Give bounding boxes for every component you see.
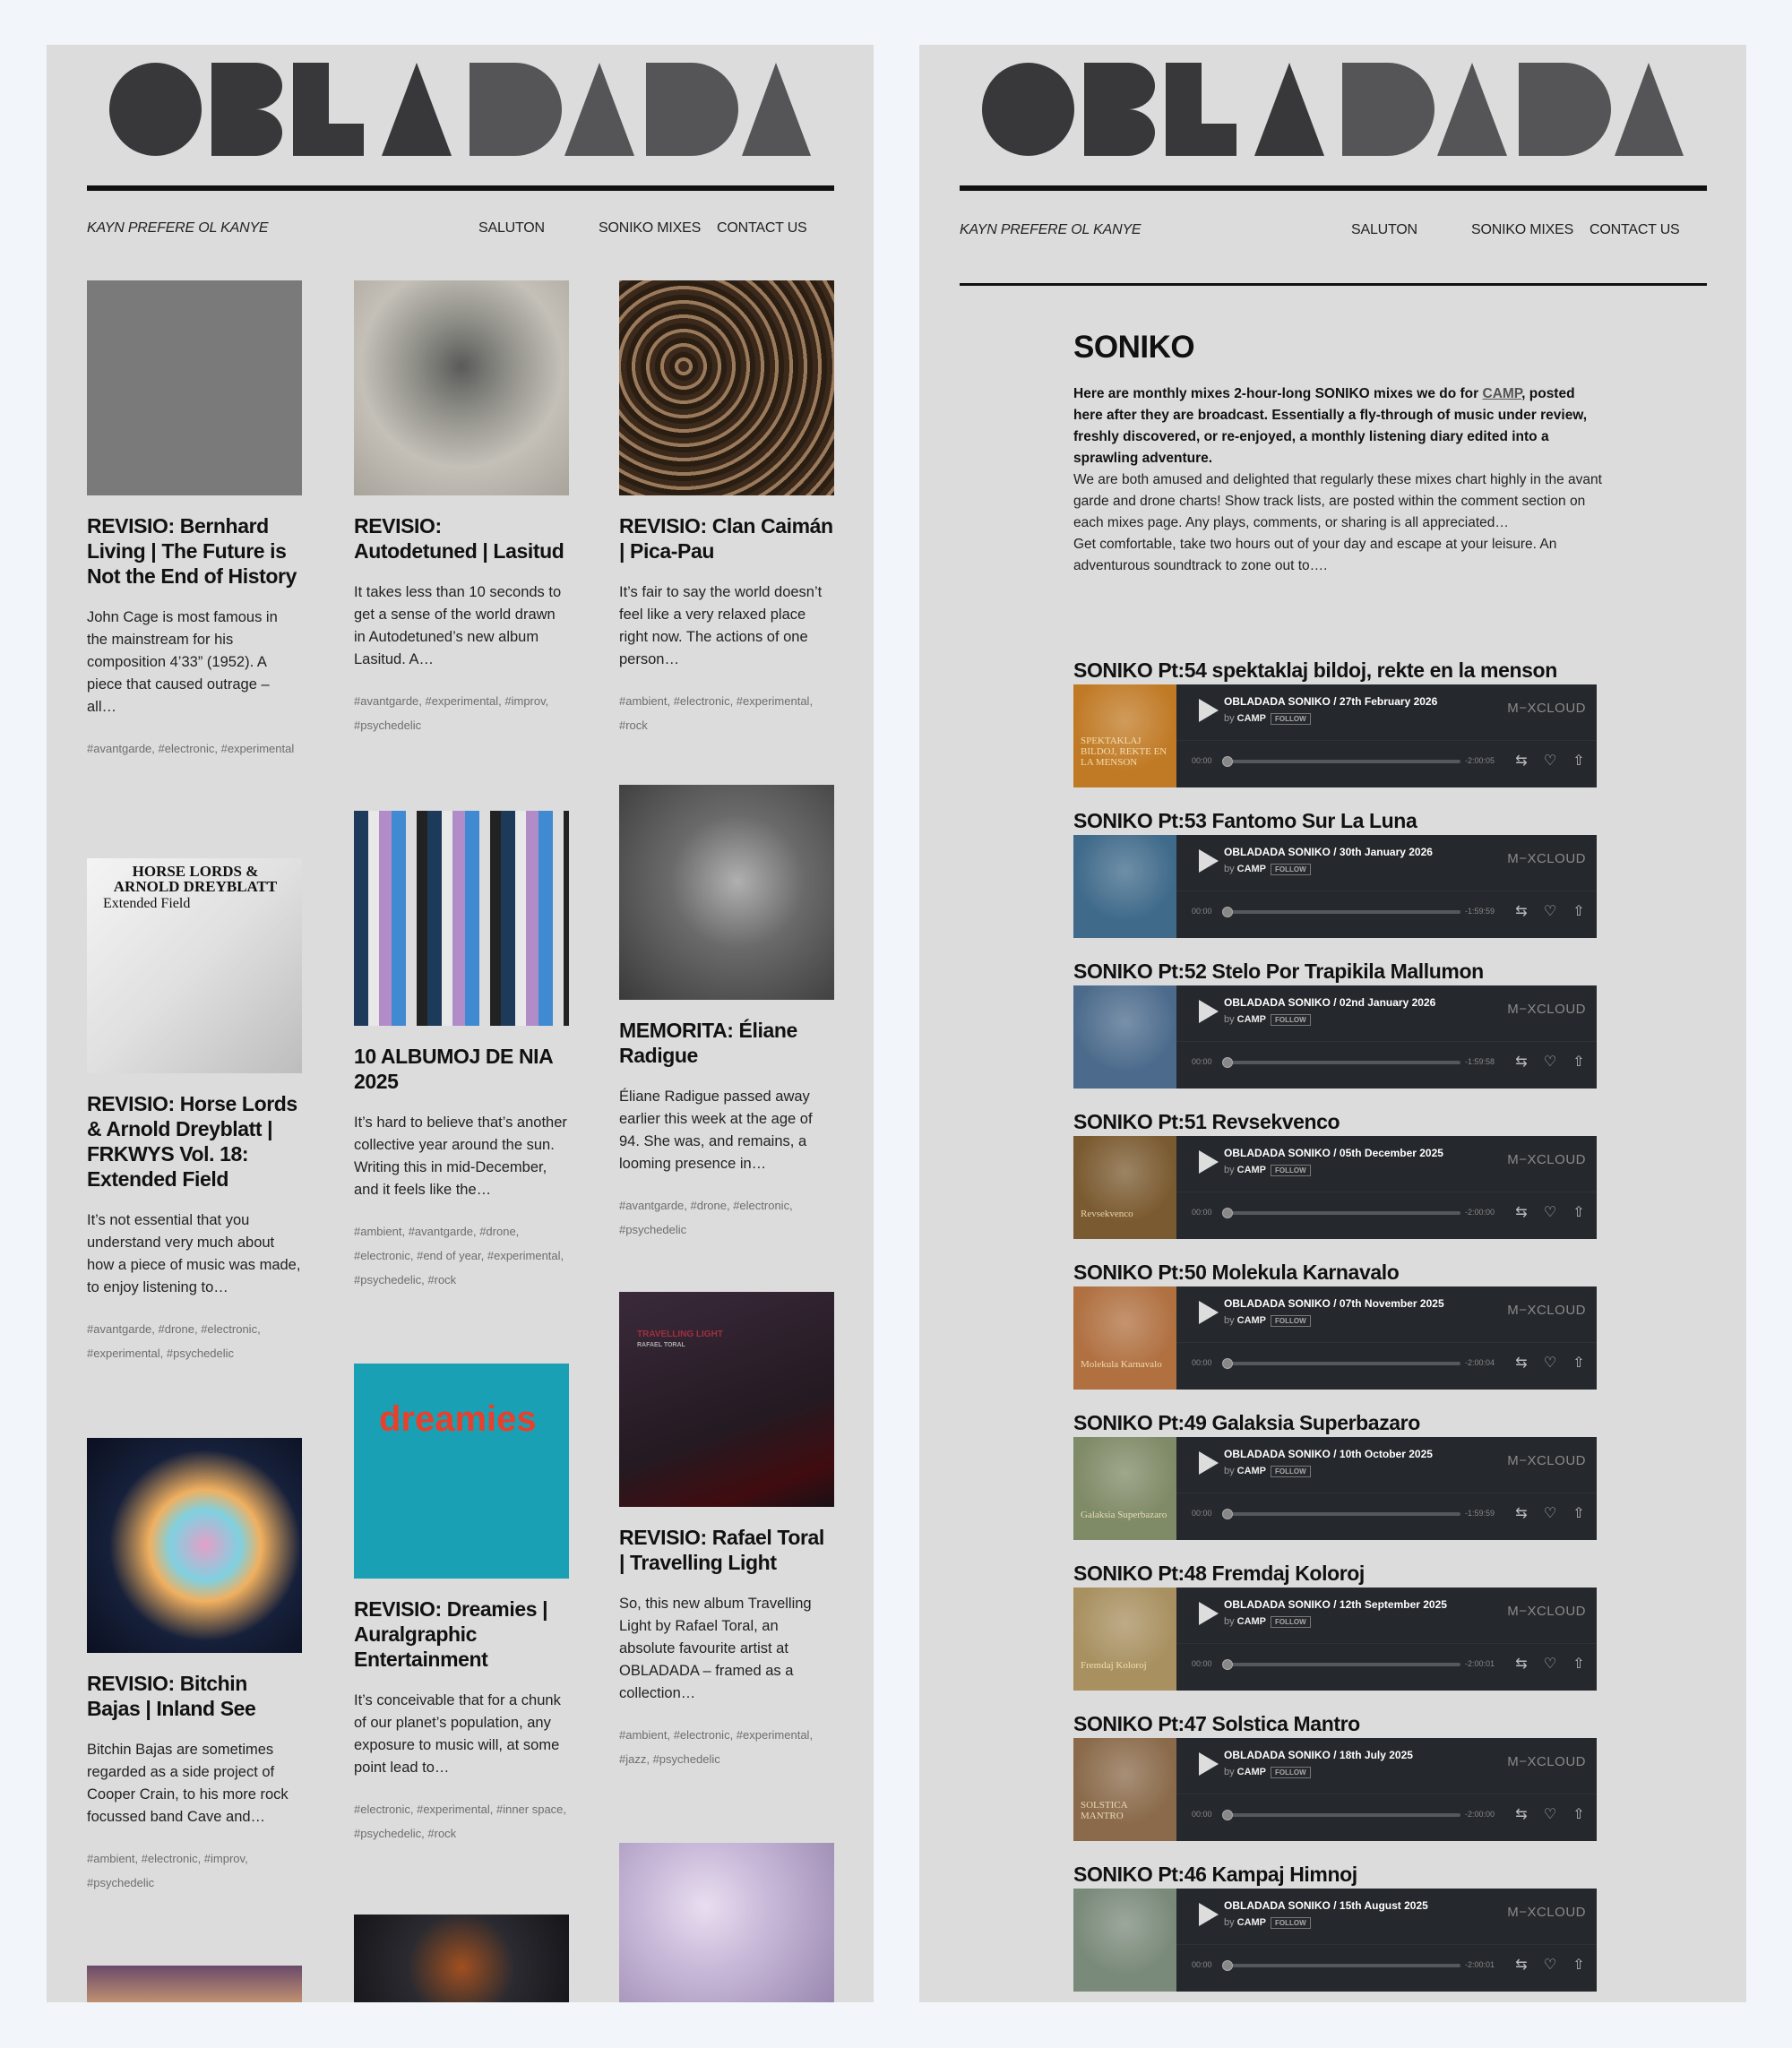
- mixcloud-player: [1073, 1738, 1597, 1841]
- artist-link[interactable]: CAMP: [1236, 1466, 1267, 1476]
- intro-text: [1073, 383, 1602, 577]
- player-divider: [1176, 1643, 1597, 1644]
- player-divider: [1176, 1342, 1597, 1343]
- elapsed-time: 00:00: [1192, 907, 1212, 916]
- blog-index-page: [47, 45, 874, 2002]
- play-button[interactable]: [1199, 699, 1219, 722]
- show-title[interactable]: OBLADADA SONIKO / 07th November 2025: [1224, 1297, 1444, 1310]
- progress-handle[interactable]: [1222, 1208, 1233, 1218]
- artist-link[interactable]: CAMP: [1236, 864, 1267, 874]
- nav-soniko-mixes[interactable]: SONIKO MIXES: [1471, 222, 1574, 237]
- player-divider: [1176, 740, 1597, 741]
- blog-post: [87, 1438, 302, 1895]
- show-byline: [1224, 1165, 1311, 1176]
- show-title[interactable]: OBLADADA SONIKO / 15th August 2025: [1224, 1899, 1428, 1912]
- post-excerpt: John Cage is most famous in the mainstream for his composition 4’33” (1952). A piece that caused outrage – all…: [87, 609, 278, 715]
- repost-icon[interactable]: ⇆: [1515, 1205, 1528, 1220]
- nav-contact-us[interactable]: CONTACT US: [1590, 222, 1680, 237]
- post-title[interactable]: REVISIO: Rafael Toral | Travelling Light: [619, 1526, 824, 1574]
- post-excerpt: It’s not essential that you understand very much about how a piece of music was made, to enjoy listening to…: [87, 1212, 301, 1295]
- header-rule: [960, 185, 1707, 191]
- blog-post: [354, 811, 569, 1292]
- post-thumbnail[interactable]: [87, 280, 302, 495]
- post-excerpt: It’s fair to say the world doesn’t feel like a very relaxed place right now. The actions of one person…: [619, 584, 823, 667]
- mixcloud-player: [1073, 684, 1597, 787]
- heart-icon[interactable]: ♡: [1543, 1656, 1557, 1672]
- mix-title[interactable]: SONIKO Pt:51 Revsekvenco: [1073, 1110, 1340, 1133]
- follow-button[interactable]: FOLLOW: [1271, 1014, 1311, 1026]
- repost-icon[interactable]: ⇆: [1515, 1054, 1528, 1070]
- blog-post: [354, 1915, 569, 2002]
- blog-post: [354, 280, 569, 737]
- progress-bar[interactable]: [1226, 1362, 1460, 1365]
- heart-icon[interactable]: ♡: [1543, 1807, 1557, 1822]
- progress-bar[interactable]: [1226, 1061, 1460, 1064]
- mix-artwork[interactable]: [1073, 1286, 1176, 1390]
- artist-link[interactable]: CAMP: [1236, 1767, 1267, 1777]
- blog-post: [87, 1966, 302, 2002]
- post-thumbnail[interactable]: [354, 811, 569, 1026]
- post-tags[interactable]: #avantgarde, #drone, #electronic, #experimental, #psychedelic: [87, 1322, 261, 1360]
- artist-link[interactable]: CAMP: [1236, 1616, 1267, 1627]
- remaining-time: -2:00:05: [1465, 756, 1495, 765]
- post-excerpt: It takes less than 10 seconds to get a sense of the world drawn in Autodetuned’s new album Lasitud. A…: [354, 584, 562, 667]
- post-title[interactable]: REVISIO: Bitchin Bajas | Inland See: [87, 1672, 256, 1720]
- show-byline: [1224, 1917, 1311, 1929]
- by-label: by: [1224, 1466, 1235, 1476]
- mix-title[interactable]: SONIKO Pt:52 Stelo Por Trapikila Mallumon: [1073, 959, 1484, 983]
- play-button[interactable]: [1199, 1000, 1219, 1023]
- post-tags[interactable]: #ambient, #electronic, #experimental, #rock: [619, 694, 814, 732]
- mix-artwork[interactable]: [1073, 835, 1176, 938]
- progress-handle[interactable]: [1222, 1659, 1233, 1670]
- show-byline: [1224, 713, 1311, 725]
- post-title[interactable]: REVISIO: Autodetuned | Lasitud: [354, 514, 564, 563]
- repost-icon[interactable]: ⇆: [1515, 1656, 1528, 1672]
- share-icon[interactable]: ⇧: [1572, 1656, 1585, 1672]
- mix-artwork[interactable]: [1073, 985, 1176, 1089]
- mix-title[interactable]: SONIKO Pt:50 Molekula Karnavalo: [1073, 1261, 1400, 1284]
- nav-saluton[interactable]: SALUTON: [478, 220, 545, 236]
- site-tagline[interactable]: KAYN PREFERE OL KANYE: [960, 222, 1142, 237]
- post-title[interactable]: MEMORITA: Éliane Radigue: [619, 1019, 797, 1067]
- remaining-time: -2:00:01: [1465, 1960, 1495, 1969]
- intro-paragraph-2: We are both amused and delighted that regularly these mixes chart highly in the avant garde and drone charts! Show track lists, are posted within the comment section on each mixes page. Any plays, comments, or sharing is all appreciated…: [1073, 472, 1602, 530]
- cover-title: dreamies: [379, 1399, 537, 1439]
- repost-icon[interactable]: ⇆: [1515, 1506, 1528, 1521]
- progress-bar[interactable]: [1226, 760, 1460, 763]
- post-thumbnail[interactable]: [619, 1292, 834, 1507]
- post-tags[interactable]: #electronic, #experimental, #inner space, #psychedelic, #rock: [354, 1803, 567, 1840]
- post-tags[interactable]: #avantgarde, #drone, #electronic, #psychedelic: [619, 1199, 793, 1236]
- mixcloud-logo[interactable]: M−XCLOUD: [1507, 1152, 1586, 1167]
- intro-bold-text: Here are monthly mixes 2-hour-long SONIKO mixes we do for: [1073, 386, 1483, 401]
- show-byline: [1224, 1616, 1311, 1628]
- artist-link[interactable]: CAMP: [1236, 1917, 1267, 1928]
- mixcloud-player: [1073, 1889, 1597, 1992]
- blog-post: [87, 280, 302, 761]
- mixcloud-logo[interactable]: M−XCLOUD: [1507, 1303, 1586, 1318]
- play-button[interactable]: [1199, 1150, 1219, 1174]
- progress-bar[interactable]: [1226, 1964, 1460, 1967]
- show-byline: [1224, 864, 1311, 875]
- by-label: by: [1224, 864, 1235, 874]
- mix-artwork[interactable]: [1073, 1588, 1176, 1691]
- post-thumbnail[interactable]: [354, 1364, 569, 1579]
- artwork-text: SOLSTICA MANTRO: [1081, 1800, 1127, 1821]
- follow-button[interactable]: FOLLOW: [1271, 1917, 1311, 1929]
- artist-link[interactable]: CAMP: [1236, 1165, 1267, 1175]
- blog-post: [87, 858, 302, 1365]
- artwork-text: Revsekvenco: [1081, 1209, 1133, 1219]
- post-thumbnail[interactable]: [354, 1915, 569, 2002]
- mix-title[interactable]: SONIKO Pt:46 Kampaj Himnoj: [1073, 1863, 1357, 1886]
- post-title[interactable]: REVISIO: Horse Lords & Arnold Dreyblatt | FRKWYS Vol. 18: Extended Field: [87, 1092, 297, 1191]
- show-title[interactable]: OBLADADA SONIKO / 30th January 2026: [1224, 846, 1433, 858]
- share-icon[interactable]: ⇧: [1572, 1506, 1585, 1521]
- post-title[interactable]: 10 ALBUMOJ DE NIA 2025: [354, 1045, 553, 1093]
- post-excerpt: Éliane Radigue passed away earlier this week at the age of 94. She was, and remains, a looming presence in…: [619, 1089, 813, 1172]
- artwork-text: Fremdaj Koloroj: [1081, 1660, 1147, 1671]
- repost-icon[interactable]: ⇆: [1515, 1355, 1528, 1371]
- share-icon[interactable]: ⇧: [1572, 1205, 1585, 1220]
- post-title[interactable]: REVISIO: Clan Caimán | Pica-Pau: [619, 514, 833, 563]
- mix-artwork[interactable]: [1073, 1136, 1176, 1239]
- post-excerpt: Bitchin Bajas are sometimes regarded as a side project of Cooper Crain, to his more rock focussed band Cave and…: [87, 1742, 289, 1825]
- nav-saluton[interactable]: SALUTON: [1351, 222, 1417, 237]
- obladada-logo[interactable]: [982, 63, 1684, 156]
- elapsed-time: 00:00: [1192, 1208, 1212, 1217]
- obladada-logo[interactable]: [109, 63, 811, 156]
- heart-icon[interactable]: ♡: [1543, 904, 1557, 919]
- mixcloud-player: [1073, 1136, 1597, 1239]
- page-title: SONIKO: [1073, 330, 1195, 365]
- repost-icon[interactable]: ⇆: [1515, 904, 1528, 919]
- show-title[interactable]: OBLADADA SONIKO / 12th September 2025: [1224, 1598, 1447, 1611]
- heart-icon[interactable]: ♡: [1543, 1054, 1557, 1070]
- play-button[interactable]: [1199, 1451, 1219, 1475]
- play-button[interactable]: [1199, 1301, 1219, 1324]
- show-byline: [1224, 1767, 1311, 1778]
- mixcloud-logo[interactable]: M−XCLOUD: [1507, 851, 1586, 866]
- artwork-text: Galaksia Superbazaro: [1081, 1510, 1167, 1520]
- show-title[interactable]: OBLADADA SONIKO / 27th February 2026: [1224, 695, 1438, 708]
- share-icon[interactable]: ⇧: [1572, 1054, 1585, 1070]
- progress-handle[interactable]: [1222, 1810, 1233, 1820]
- post-title[interactable]: REVISIO: Dreamies | Auralgraphic Entertainment: [354, 1597, 548, 1671]
- remaining-time: -2:00:04: [1465, 1358, 1495, 1367]
- share-icon[interactable]: ⇧: [1572, 1807, 1585, 1822]
- mix-title[interactable]: SONIKO Pt:53 Fantomo Sur La Luna: [1073, 809, 1417, 832]
- show-title[interactable]: OBLADADA SONIKO / 02nd January 2026: [1224, 996, 1436, 1009]
- post-tags[interactable]: #avantgarde, #electronic, #experimental: [87, 742, 295, 755]
- mixcloud-logo[interactable]: M−XCLOUD: [1507, 1453, 1586, 1468]
- post-thumbnail[interactable]: [354, 280, 569, 495]
- show-title[interactable]: OBLADADA SONIKO / 05th December 2025: [1224, 1147, 1443, 1159]
- elapsed-time: 00:00: [1192, 756, 1212, 765]
- mixcloud-player: [1073, 835, 1597, 938]
- artwork-text: Molekula Karnavalo: [1081, 1359, 1162, 1370]
- follow-button[interactable]: FOLLOW: [1271, 864, 1311, 875]
- post-excerpt: It’s conceivable that for a chunk of our planet’s population, any exposure to music will, at some point lead to…: [354, 1692, 561, 1776]
- progress-bar[interactable]: [1226, 1211, 1460, 1215]
- follow-button[interactable]: FOLLOW: [1271, 713, 1311, 725]
- progress-bar[interactable]: [1226, 1663, 1460, 1666]
- by-label: by: [1224, 1917, 1235, 1928]
- remaining-time: -1:59:59: [1465, 1509, 1495, 1518]
- site-tagline[interactable]: KAYN PREFERE OL KANYE: [87, 220, 269, 236]
- mix-title[interactable]: SONIKO Pt:48 Fremdaj Koloroj: [1073, 1562, 1365, 1585]
- by-label: by: [1224, 1616, 1235, 1627]
- cover-title: HORSE LORDS & ARNOLD DREYBLATT: [113, 863, 278, 895]
- post-excerpt: It’s hard to believe that’s another collective year around the sun. Writing this in mid-December, and it feels like the…: [354, 1114, 567, 1198]
- post-thumbnail[interactable]: [619, 280, 834, 495]
- elapsed-time: 00:00: [1192, 1509, 1212, 1518]
- soniko-page: [919, 45, 1746, 2002]
- artist-link[interactable]: CAMP: [1236, 1315, 1267, 1326]
- blog-post: [619, 1292, 834, 1771]
- progress-handle[interactable]: [1222, 756, 1233, 767]
- show-title[interactable]: OBLADADA SONIKO / 10th October 2025: [1224, 1448, 1433, 1460]
- heart-icon[interactable]: ♡: [1543, 1355, 1557, 1371]
- nav-divider: [960, 283, 1707, 286]
- by-label: by: [1224, 713, 1235, 724]
- by-label: by: [1224, 1165, 1235, 1175]
- show-byline: [1224, 1466, 1311, 1477]
- share-icon[interactable]: ⇧: [1572, 1958, 1585, 1973]
- mixcloud-player: [1073, 1588, 1597, 1691]
- nav-soniko-mixes[interactable]: SONIKO MIXES: [599, 220, 702, 236]
- intro-bold-text-2: , posted here after they are broadcast. Essentially a fly-through of music under review, freshly discovered, or re-enjoyed, a monthly listening diary edited into a sprawling adventure.: [1073, 386, 1588, 466]
- heart-icon[interactable]: ♡: [1543, 1506, 1557, 1521]
- repost-icon[interactable]: ⇆: [1515, 1807, 1528, 1822]
- follow-button[interactable]: FOLLOW: [1271, 1165, 1311, 1176]
- follow-button[interactable]: FOLLOW: [1271, 1466, 1311, 1477]
- post-title[interactable]: REVISIO: Bernhard Living | The Future is Not the End of History: [87, 514, 297, 588]
- progress-bar[interactable]: [1226, 1813, 1460, 1817]
- progress-handle[interactable]: [1222, 1509, 1233, 1519]
- heart-icon[interactable]: ♡: [1543, 753, 1557, 769]
- cover-subtitle: Extended Field: [103, 896, 191, 911]
- header-rule: [87, 185, 834, 191]
- progress-handle[interactable]: [1222, 1358, 1233, 1369]
- post-tags[interactable]: #ambient, #electronic, #experimental, #jazz, #psychedelic: [619, 1728, 814, 1766]
- by-label: by: [1224, 1014, 1235, 1025]
- post-thumbnail[interactable]: [87, 1438, 302, 1653]
- cover-subtitle: RAFAEL TORAL: [637, 1342, 685, 1348]
- mix-artwork[interactable]: [1073, 684, 1176, 787]
- remaining-time: -1:59:59: [1465, 907, 1495, 916]
- by-label: by: [1224, 1767, 1235, 1777]
- progress-handle[interactable]: [1222, 1960, 1233, 1971]
- elapsed-time: 00:00: [1192, 1659, 1212, 1668]
- intro-paragraph-3: Get comfortable, take two hours out of your day and escape at your leisure. An adventurous soundtrack to zone out to….: [1073, 537, 1557, 573]
- mix-title[interactable]: SONIKO Pt:54 spektaklaj bildoj, rekte en la menson: [1073, 658, 1557, 682]
- player-divider: [1176, 1041, 1597, 1042]
- blog-post: [619, 785, 834, 1242]
- artist-link[interactable]: CAMP: [1236, 1014, 1267, 1025]
- progress-handle[interactable]: [1222, 1057, 1233, 1068]
- play-button[interactable]: [1199, 1903, 1219, 1926]
- by-label: by: [1224, 1315, 1235, 1326]
- remaining-time: -2:00:00: [1465, 1810, 1495, 1819]
- mixcloud-logo[interactable]: M−XCLOUD: [1507, 701, 1586, 716]
- mixcloud-player: [1073, 1286, 1597, 1390]
- follow-button[interactable]: FOLLOW: [1271, 1767, 1311, 1778]
- play-button[interactable]: [1199, 849, 1219, 873]
- camp-link[interactable]: CAMP: [1482, 386, 1522, 401]
- mix-title[interactable]: SONIKO Pt:49 Galaksia Superbazaro: [1073, 1411, 1420, 1434]
- nav-contact-us[interactable]: CONTACT US: [717, 220, 807, 236]
- play-button[interactable]: [1199, 1602, 1219, 1625]
- progress-bar[interactable]: [1226, 910, 1460, 914]
- mixcloud-player: [1073, 1437, 1597, 1540]
- elapsed-time: 00:00: [1192, 1057, 1212, 1066]
- post-thumbnail[interactable]: [619, 785, 834, 1000]
- post-thumbnail[interactable]: [87, 858, 302, 1073]
- post-tags[interactable]: #ambient, #avantgarde, #drone, #electronic, #end of year, #experimental, #psychedelic, #rock: [354, 1225, 564, 1286]
- post-excerpt: So, this new album Travelling Light by Rafael Toral, an absolute favourite artist at OBLADADA – framed as a collection…: [619, 1596, 812, 1701]
- elapsed-time: 00:00: [1192, 1960, 1212, 1969]
- mix-artwork[interactable]: [1073, 1889, 1176, 1992]
- repost-icon[interactable]: ⇆: [1515, 1958, 1528, 1973]
- cover-title: TRAVELLING LIGHT: [637, 1329, 723, 1339]
- share-icon[interactable]: ⇧: [1572, 904, 1585, 919]
- play-button[interactable]: [1199, 1752, 1219, 1776]
- progress-bar[interactable]: [1226, 1512, 1460, 1516]
- remaining-time: -1:59:58: [1465, 1057, 1495, 1066]
- blog-post: [619, 280, 834, 737]
- post-tags[interactable]: #avantgarde, #experimental, #improv, #psychedelic: [354, 694, 549, 732]
- blog-post: [354, 1364, 569, 1846]
- follow-button[interactable]: FOLLOW: [1271, 1315, 1311, 1327]
- blog-post: [619, 1843, 834, 2002]
- post-tags[interactable]: #ambient, #electronic, #improv, #psychedelic: [87, 1852, 248, 1889]
- mixcloud-logo[interactable]: M−XCLOUD: [1507, 1002, 1586, 1017]
- mix-title[interactable]: SONIKO Pt:47 Solstica Mantro: [1073, 1712, 1360, 1735]
- progress-handle[interactable]: [1222, 907, 1233, 917]
- mixcloud-logo[interactable]: M−XCLOUD: [1507, 1754, 1586, 1769]
- mix-artwork[interactable]: [1073, 1738, 1176, 1841]
- heart-icon[interactable]: ♡: [1543, 1958, 1557, 1973]
- mixcloud-player: [1073, 985, 1597, 1089]
- post-thumbnail[interactable]: [87, 1966, 302, 2002]
- mixcloud-logo[interactable]: M−XCLOUD: [1507, 1905, 1586, 1920]
- share-icon[interactable]: ⇧: [1572, 753, 1585, 769]
- repost-icon[interactable]: ⇆: [1515, 753, 1528, 769]
- remaining-time: -2:00:01: [1465, 1659, 1495, 1668]
- player-divider: [1176, 1944, 1597, 1945]
- mix-artwork[interactable]: [1073, 1437, 1176, 1540]
- post-thumbnail[interactable]: [619, 1843, 834, 2002]
- mixcloud-logo[interactable]: M−XCLOUD: [1507, 1604, 1586, 1619]
- heart-icon[interactable]: ♡: [1543, 1205, 1557, 1220]
- artist-link[interactable]: CAMP: [1236, 713, 1267, 724]
- show-byline: [1224, 1315, 1311, 1327]
- show-title[interactable]: OBLADADA SONIKO / 18th July 2025: [1224, 1749, 1413, 1761]
- share-icon[interactable]: ⇧: [1572, 1355, 1585, 1371]
- follow-button[interactable]: FOLLOW: [1271, 1616, 1311, 1628]
- elapsed-time: 00:00: [1192, 1810, 1212, 1819]
- artwork-text: SPEKTAKLAJ BILDOJ, REKTE EN LA MENSON: [1081, 736, 1167, 768]
- intro-bold: [1073, 386, 1587, 466]
- remaining-time: -2:00:00: [1465, 1208, 1495, 1217]
- elapsed-time: 00:00: [1192, 1358, 1212, 1367]
- show-byline: [1224, 1014, 1311, 1026]
